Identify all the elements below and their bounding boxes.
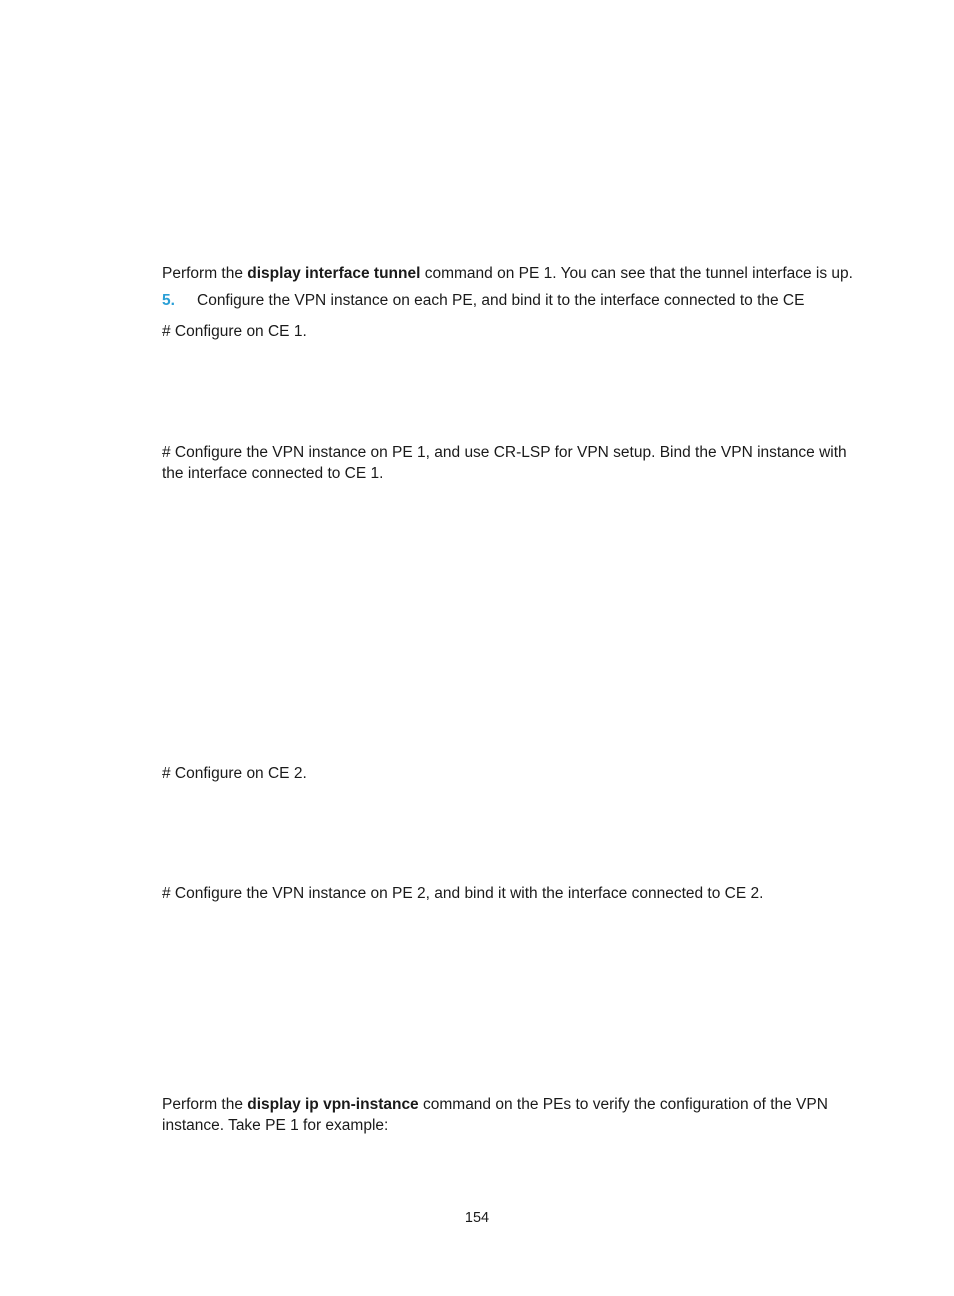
pe1-config-comment: # Configure the VPN instance on PE 1, and use CR-LSP for VPN setup. Bind the VPN instance with the interface connected to CE 1. — [162, 444, 847, 482]
command-name: display interface tunnel — [247, 265, 421, 282]
command-name: display ip vpn-instance — [247, 1096, 419, 1113]
tunnel-display-paragraph — [162, 263, 872, 284]
paragraph-text: command on the PEs to verify the configuration of the VPN instance. Take PE 1 for example: — [162, 1096, 828, 1134]
step-heading: Configure the VPN instance on each PE, and bind it to the interface connected to the CE — [197, 292, 805, 309]
paragraph-text: Perform the — [162, 265, 248, 282]
step-number: 5. — [162, 292, 175, 309]
paragraph-text: Perform the — [162, 1096, 248, 1113]
vpn-instance-verify-paragraph — [162, 1094, 872, 1136]
ce2-config-comment: # Configure on CE 2. — [162, 765, 307, 782]
paragraph-text: command on PE 1. You can see that the tunnel interface is up. — [420, 265, 853, 282]
ce1-config-comment: # Configure on CE 1. — [162, 323, 307, 340]
pe2-config-comment: # Configure the VPN instance on PE 2, and bind it with the interface connected to CE 2. — [162, 885, 764, 902]
page-number: 154 — [464, 1210, 490, 1226]
